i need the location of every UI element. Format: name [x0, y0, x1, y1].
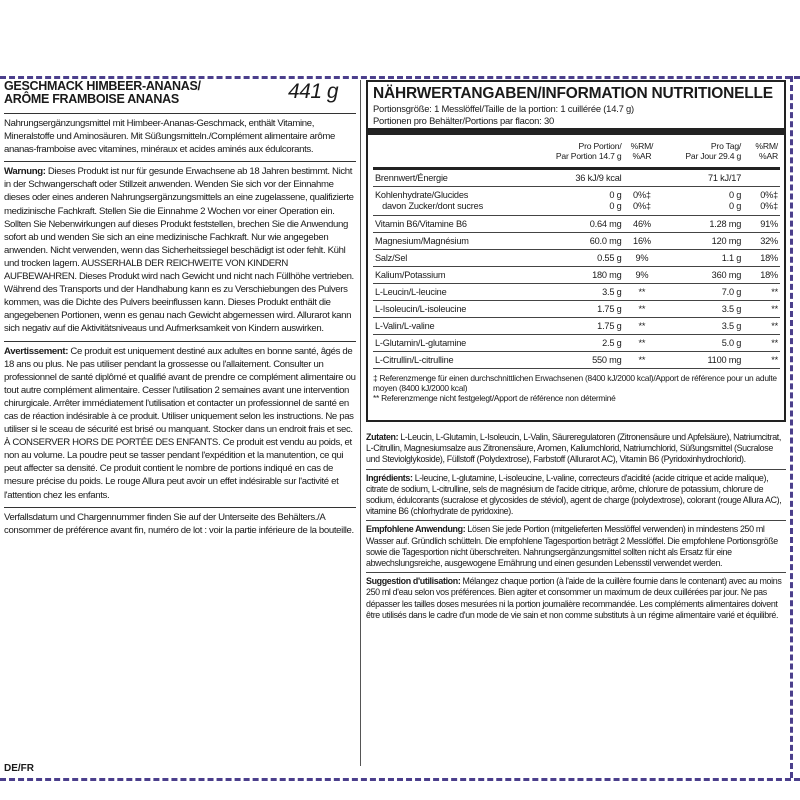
- row-rm-day: **: [743, 284, 780, 301]
- row-label: L-Leucin/L-leucine: [373, 284, 527, 301]
- divider: [4, 113, 356, 114]
- nutrition-table: [373, 135, 780, 369]
- bottom-dashed-border: [0, 778, 800, 781]
- divider: [366, 572, 786, 573]
- row-day: 1.1 g: [660, 250, 743, 267]
- column-divider: [360, 80, 361, 766]
- reference-note-1: ‡ Referenzmenge für einen durchschnittlichen Erwachsenen (8400 kJ/2000 kcal)/Apport de référence pour un adulte moyen (8400 kJ/2000 kcal): [373, 373, 777, 393]
- row-rm-day: **: [743, 335, 780, 352]
- row-rm-portion: **: [624, 284, 661, 301]
- row-label: L-Isoleucin/L-isoleucine: [373, 301, 527, 318]
- table-row: [373, 301, 780, 318]
- row-day: 1100 mg: [660, 352, 743, 369]
- warning-fr-title: Avertissement:: [4, 345, 69, 357]
- row-portion: 0 g 0 g: [527, 187, 624, 216]
- row-label: Brennwert/Énergie: [373, 169, 527, 187]
- row-label: L-Valin/L-valine: [373, 318, 527, 335]
- row-rm-portion: **: [624, 301, 661, 318]
- right-text-column: [366, 432, 786, 621]
- nutrition-title: NÄHRWERTANGABEN/INFORMATION NUTRITIONELLE: [373, 85, 773, 102]
- row-portion: 60.0 mg: [527, 233, 624, 250]
- usage-fr-text: Mélangez chaque portion (à l'aide de la cuillère fournie dans le contenant) avec au moins 250 ml d'eau selon vos préférences. Bien agiter et consommer un maximum de deux cuillérées par jour. Ne pas dépasser les tailles doses mesurées ni la portion journalière recommandée. Les compléments alimentaires doivent être utilisés dans le cadre d'un mode de vie sain et non comme substituts à un régime alimentaire varié et équilibré.: [366, 576, 782, 620]
- top-dashed-border: [0, 76, 800, 79]
- row-portion: 3.5 g: [527, 284, 624, 301]
- row-rm-portion: [624, 169, 661, 187]
- warning-de-text: Dieses Produkt ist nur für gesunde Erwachsene ab 18 Jahren bestimmt. Nicht in der Schwangerschaft oder Stillzeit anwenden. Wenden Sie sich vor der Einnahme dieses oder eines anderen Nahrungsergänzungsmittels an eine zugelassene, qualifizierte medizinische Fachkraft. Stellen Sie die Einnahme 2 Wochen vor einer Operation ein. Sollten Sie Nebenwirkungen auf dieses Produkt feststellen, brechen Sie die Anwendung sofort ab und wenden Sie sich an eine medizinische Fachkraft. Nur wie angegeben anwenden. Nicht verwenden, wenn das Sicherheitssiegel beschädigt ist oder fehlt. Kühl und trocken lagern. AUSSERHALB DER REICHWEITE VON KINDERN AUFBEWAHREN. Dieses Produkt wird nach Gewicht und nicht nach Füllhöhe vertrieben. Während des Transports und der Handhabung kann es zu Verschiebungen des Pulvers kommen, was die Dichte des Pulvers beeinflussen kann. Dieses Produkt enthält die angegebenen Portionen, wenn es genau nach Gewicht abgemessen wird. Allurarot kann sich negativ auf die Aktivitätsniveaus und Aufmerksamkeit von Kindern auswirken.: [4, 166, 354, 335]
- table-row: [373, 250, 780, 267]
- row-portion: 0.64 mg: [527, 216, 624, 233]
- row-rm-portion: 9%: [624, 267, 661, 284]
- row-day: 360 mg: [660, 267, 743, 284]
- usage-fr-title: Suggestion d'utilisation:: [366, 576, 461, 587]
- usage-de-text: Lösen Sie jede Portion (mitgelieferten Messlöffel verwenden) in mindestens 250 ml Wasser auf. Gründlich schütteln. Die empfohlene Tagesportion beträgt 2 Messlöffel. Die empfohlene Portionsgröße sowie die Tagesportion nicht überschreiten. Nahrungsergänzungsmittel sollten nicht als Ersatz für eine abwechslungsreiche, ausgewogene Ernährung und einen gesunden Lebensstil verwendet werden.: [366, 524, 778, 569]
- row-rm-day: **: [743, 352, 780, 369]
- row-day: 120 mg: [660, 233, 743, 250]
- row-rm-portion: **: [624, 318, 661, 335]
- usage-de-title: Empfohlene Anwendung:: [366, 524, 466, 535]
- reference-note-2: ** Referenzmenge nicht festgelegt/Apport de référence non déterminé: [373, 393, 616, 403]
- divider: [4, 161, 356, 162]
- row-day: 71 kJ/17: [660, 169, 743, 187]
- table-row: [373, 284, 780, 301]
- flavor-fr: ARÔME FRAMBOISE ANANAS: [4, 92, 179, 106]
- row-rm-day: **: [743, 318, 780, 335]
- header-per-day: Pro Tag/ Par Jour 29.4 g: [660, 135, 743, 169]
- header-per-portion: Pro Portion/ Par Portion 14.7 g: [527, 135, 624, 169]
- table-row: [373, 267, 780, 284]
- warning-de-title: Warnung:: [4, 166, 46, 178]
- serving-size: Portionsgröße: 1 Messlöffel/Taille de la portion: 1 cuillérée (14.7 g): [373, 103, 634, 114]
- divider: [4, 341, 356, 342]
- header-rm-day: %RM/ %AR: [743, 135, 780, 169]
- header-rm-portion: %RM/ %AR: [624, 135, 661, 169]
- ingredients-de-text: L-Leucin, L-Glutamin, L-Isoleucin, L-Valin, Säureregulatoren (Zitronensäure und Apfelsäure), Natriumcitrat, L-Citrullin, Magnesiumsalze aus Zitronensäure, Aromen, Kaliumchlorid, Natriumchlorid, Süßungsmittel (Sucralose und Steviolglykoside), Füllstoff (Polydextrose), Farbstoff (Allurarot AC), Vitamin B6 (Pyridoxinhydrochlorid).: [366, 432, 782, 465]
- row-rm-portion: 46%: [624, 216, 661, 233]
- row-label: Kohlenhydrate/Glucides davon Zucker/dont sucres: [373, 187, 527, 216]
- right-dashed-border: [790, 76, 793, 778]
- batch-info: Verfallsdatum und Chargennummer finden Sie auf der Unterseite des Behälters./A consommer de préférence avant fin, numéro de lot : voir la partie inférieure de la bouteille.: [4, 511, 354, 536]
- thick-rule: [368, 128, 784, 135]
- table-row: [373, 216, 780, 233]
- row-rm-portion: 0%‡ 0%‡: [624, 187, 661, 216]
- row-label: Magnesium/Magnésium: [373, 233, 527, 250]
- row-rm-day: 0%‡ 0%‡: [743, 187, 780, 216]
- row-rm-day: 91%: [743, 216, 780, 233]
- row-rm-day: 32%: [743, 233, 780, 250]
- row-label: L-Glutamin/L-glutamine: [373, 335, 527, 352]
- divider: [366, 520, 786, 521]
- table-header-row: [373, 135, 780, 169]
- header-label: [373, 135, 527, 169]
- usage-fr: [366, 576, 786, 621]
- row-label: Vitamin B6/Vitamine B6: [373, 216, 527, 233]
- ingredients-fr-text: L-leucine, L-glutamine, L-isoleucine, L-valine, correcteurs d'acidité (acide citrique et acide malique), citrate de sodium, L-citrulline, sels de magnésium de l'acide citrique, arôme, chlorure de potassium, chlorure de sodium, édulcorants (sucralose et glycosides de stéviol), agent de charge (polydextrose), colorant (rouge Allura AC), vitamine B6 (chlorhydrate de pyridoxine).: [366, 472, 782, 517]
- row-label: Salz/Sel: [373, 250, 527, 267]
- row-day: 3.5 g: [660, 318, 743, 335]
- row-day: 7.0 g: [660, 284, 743, 301]
- warning-de: [4, 165, 356, 335]
- ingredients-de: [366, 432, 786, 466]
- row-portion: 36 kJ/9 kcal: [527, 169, 624, 187]
- row-rm-portion: 9%: [624, 250, 661, 267]
- net-weight: 441 g: [288, 80, 339, 103]
- divider: [366, 469, 786, 470]
- row-rm-day: **: [743, 301, 780, 318]
- row-portion: 180 mg: [527, 267, 624, 284]
- row-portion: 0.55 g: [527, 250, 624, 267]
- servings-per-container: Portionen pro Behälter/Portions par flacon: 30: [373, 114, 555, 126]
- row-day: 0 g 0 g: [660, 187, 743, 216]
- product-description: Nahrungsergänzungsmittel mit Himbeer-Ananas-Geschmack, enthält Vitamine, Mineralstoffe und Aminosäuren. Mit Süßungsmitteln./Complément alimentaire arôme ananas-framboise avec vitamines, minéraux et acides aminés aux édulcorants.: [4, 118, 336, 156]
- table-row: [373, 318, 780, 335]
- left-column: [4, 80, 356, 770]
- divider: [4, 507, 356, 508]
- row-rm-day: [743, 169, 780, 187]
- nutrient-rows: [373, 216, 780, 369]
- table-row: [373, 335, 780, 352]
- row-label: L-Citrullin/L-citrulline: [373, 352, 527, 369]
- warning-fr: [4, 345, 356, 502]
- ingredients-de-title: Zutaten:: [366, 432, 399, 442]
- row-day: 5.0 g: [660, 335, 743, 352]
- nutrition-panel: [366, 80, 786, 422]
- row-day: 3.5 g: [660, 301, 743, 318]
- flavor-header: [4, 80, 356, 108]
- flavor-de: GESCHMACK HIMBEER-ANANAS/: [4, 80, 201, 93]
- row-rm-portion: **: [624, 335, 661, 352]
- warning-fr-text: Ce produit est uniquement destiné aux adultes en bonne santé, âgés de 18 ans ou plus. Ne pas utiliser pendant la grossesse ou l'allaitement. Consulter un professionnel de santé diplômé et qualifié avant de prendre ce complément alimentaire ou tout autre complément alimentaire. Cesser l'utilisation 2 semaines avant une intervention chirurgicale. Arrêter immédiatement l'utilisation et contacter un professionnel de santé en cas de réaction indésirable à ce produit. Utiliser uniquement selon les instructions. Ne pas utiliser si le sceau de sécurité est brisé ou manquant. Stocker dans un endroit frais et sec. À CONSERVER HORS DE PORTÉE DES ENFANTS. Ce produit est vendu au poids, et non au volume. La poudre peut se tasser pendant l'expédition et la manutention, ce qui peut affecter sa densité. Ce produit contient le nombre de portions indiqué en cas de mesure précise du poids. Le rouge Allura peut avoir un effet indésirable sur l'activité et l'attention chez les enfants.: [4, 345, 356, 501]
- row-portion: 550 mg: [527, 352, 624, 369]
- ingredients-fr-title: Ingrédients:: [366, 472, 413, 483]
- table-row: [373, 352, 780, 369]
- table-row-carbs: [373, 187, 780, 216]
- ingredients-fr: [366, 473, 786, 518]
- row-rm-day: 18%: [743, 267, 780, 284]
- row-portion: 2.5 g: [527, 335, 624, 352]
- row-day: 1.28 mg: [660, 216, 743, 233]
- table-row: [373, 233, 780, 250]
- row-portion: 1.75 g: [527, 301, 624, 318]
- row-rm-portion: 16%: [624, 233, 661, 250]
- row-portion: 1.75 g: [527, 318, 624, 335]
- language-code: DE/FR: [4, 763, 34, 774]
- row-rm-portion: **: [624, 352, 661, 369]
- row-rm-day: 18%: [743, 250, 780, 267]
- table-row-energy: [373, 169, 780, 187]
- row-label: Kalium/Potassium: [373, 267, 527, 284]
- usage-de: [366, 524, 786, 569]
